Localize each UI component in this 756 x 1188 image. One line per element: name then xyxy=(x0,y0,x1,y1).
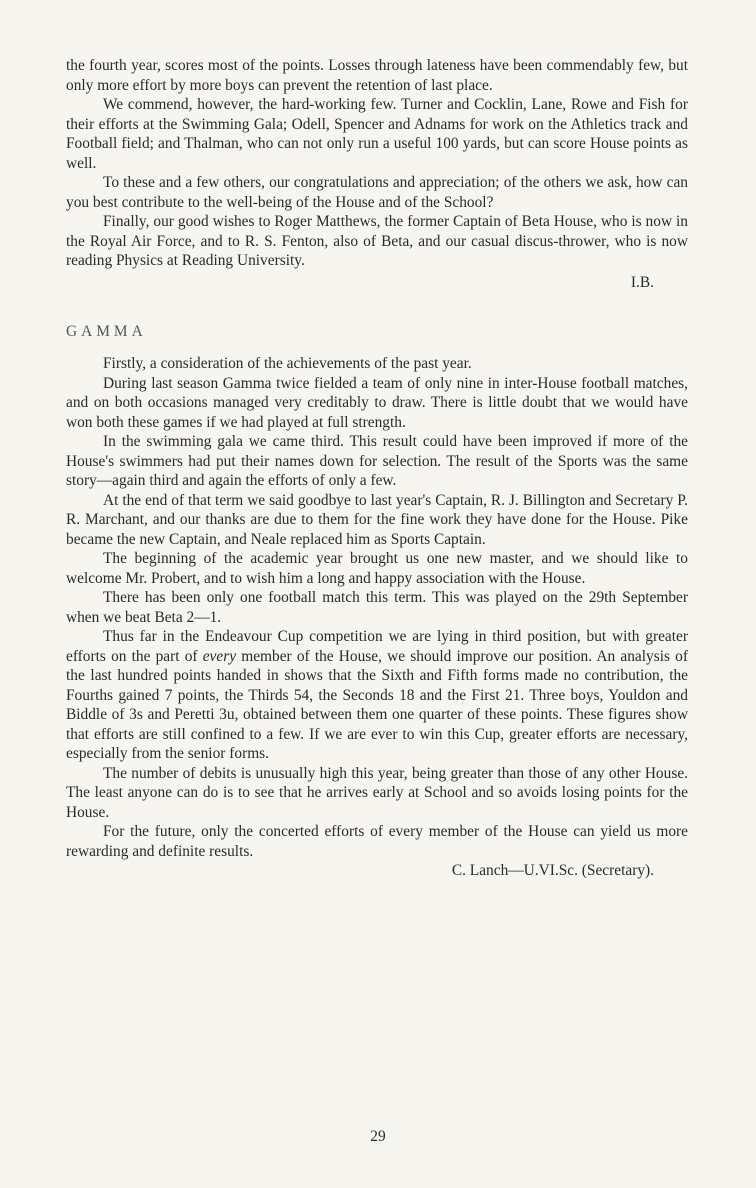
section-heading-gamma: GAMMA xyxy=(66,323,147,340)
page-number: 29 xyxy=(370,1128,386,1145)
gamma-paragraph-debits: The number of debits is unusually high this year, being greater than those of any other House. The least anyone can do is to see that he arrives early at School and so avoids losing points for the House. xyxy=(66,764,688,821)
gamma-paragraph-2: During last season Gamma twice fielded a team of only nine in inter-House football matches, and on both occasions managed very creditably to draw. There is little doubt that we would have won both these games if we had played at full strength. xyxy=(66,374,688,431)
gamma-paragraph-future: For the future, only the concerted efforts of every member of the House can yield us more rewarding and definite results. xyxy=(66,823,688,860)
beta-paragraph-3: To these and a few others, our congratulations and appreciation; of the others we ask, how can you best contribute to the well-being of the House and of the School? xyxy=(66,174,688,211)
cup-text-before: Thus far in the Endeavour Cup competition we are lying in third position, but with greater efforts on the part of xyxy=(66,628,688,665)
page-body xyxy=(66,56,688,881)
beta-paragraph-1: the fourth year, scores most of the points. Losses through lateness have been commendably few, but only more effort by more boys can prevent the retention of last place. xyxy=(66,57,688,94)
gamma-paragraph-4: At the end of that term we said goodbye to last year's Captain, R. J. Billington and Secretary P. R. Marchant, and our thanks are due to them for the fine work they have done for the House. Pike became the new Captain, and Neale replaced him as Sports Captain. xyxy=(66,491,688,548)
beta-report xyxy=(66,56,688,292)
gamma-paragraph-5: The beginning of the academic year brought us one new master, and we should like to welcome Mr. Probert, and to wish him a long and happy association with the House. xyxy=(66,550,688,587)
gamma-paragraph-6: There has been only one football match this term. This was played on the 29th September when we beat Beta 2—1. xyxy=(66,589,688,626)
gamma-paragraph-1: Firstly, a consideration of the achievements of the past year. xyxy=(103,355,472,372)
gamma-cup-paragraph xyxy=(66,627,688,764)
cup-text-after: member of the House, we should improve our position. An analysis of the last hundred points handed in shows that the Sixth and Fifth forms made no contribution, the Fourths gained 7 points, the Thirds 54, the Seconds 18 and the First 21. Three boys, Youldon and Biddle of 3s and Peretti 3u, obtained between them one quarter of these points. These figures show that efforts are still confined to a few. If we are ever to win this Cup, greater efforts are necessary, especially from the senior forms. xyxy=(66,647,688,762)
beta-signature: I.B. xyxy=(630,273,654,291)
beta-paragraph-4: Finally, our good wishes to Roger Matthews, the former Captain of Beta House, who is now in the Royal Air Force, and to R. S. Fenton, also of Beta, and our casual discus-thrower, who is now reading Physics at Reading University. xyxy=(66,213,688,269)
gamma-signature: C. Lanch—U.VI.Sc. (Secretary). xyxy=(451,862,654,879)
cup-text-emphasis: every xyxy=(202,647,237,665)
gamma-paragraph-3: In the swimming gala we came third. This result could have been improved if more of the House's swimmers had put their names down for selection. The result of the Sports was the same story—again third and again the efforts of only a few. xyxy=(66,433,688,489)
gamma-report xyxy=(66,354,688,881)
beta-paragraph-2: We commend, however, the hard-working few. Turner and Cocklin, Lane, Rowe and Fish for their efforts at the Swimming Gala; Odell, Spencer and Adnams for work on the Athletics track and Football field; and Thalman, who can not only run a useful 100 yards, but can score House points as well. xyxy=(66,96,688,172)
